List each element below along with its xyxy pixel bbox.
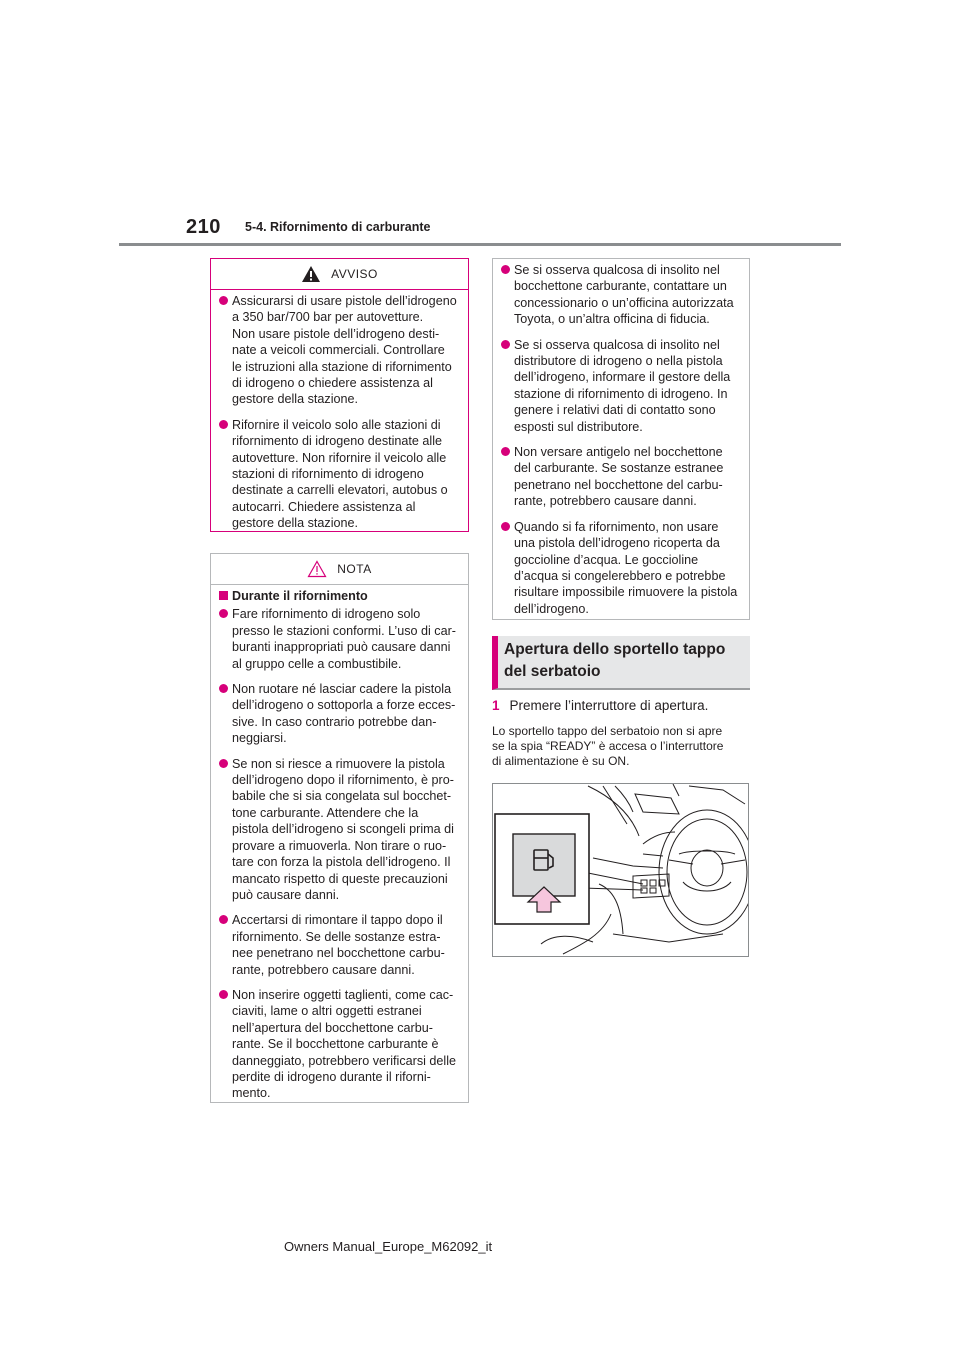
list-item: Non inserire oggetti taglienti, come cac- ciaviti, lame o altri oggetti estranei nell’apertura del bocchettone carbu- rante. Se il bocchettone carburante è danneggiato, potrebbero verificarsi delle perdite di idrogeno durante il riforni- mento. bbox=[219, 987, 458, 1102]
step-text: Premere l’interruttore di apertura. bbox=[509, 698, 709, 713]
caution-triangle-icon bbox=[307, 560, 327, 578]
warning-box-title: AVVISO bbox=[331, 266, 378, 281]
list-item: Accertarsi di rimontare il tappo dopo il rifornimento. Se delle sostanze estra- nee penetrano nel bocchettone carbu- rante, potrebbero causare danni. bbox=[219, 912, 458, 978]
bullet-icon bbox=[219, 684, 228, 693]
bullet-icon bbox=[219, 990, 228, 999]
step-number: 1 bbox=[492, 698, 500, 713]
bullet-icon bbox=[219, 420, 228, 429]
note-subheading: Durante il rifornimento bbox=[219, 588, 458, 604]
bullet-icon bbox=[501, 265, 510, 274]
section-title: 5-4. Rifornimento di carburante bbox=[245, 220, 431, 234]
list-item: Se non si riesce a rimuovere la pistola dell’idrogeno dopo il rifornimento, è pro- babile che si sia congelata sul bocchet- tone carburante. Attendere che la pistola dell’idrogeno si scongeli prima di provare a rimuoverla. Non tirare o ruo- tare con forza la pistola dell’idrogeno. Il mancato rispetto di queste precauzioni può causare danni. bbox=[219, 756, 458, 904]
note-box-header bbox=[211, 554, 468, 585]
bullet-icon bbox=[501, 340, 510, 349]
note-box-title: NOTA bbox=[337, 561, 372, 576]
page-number: 210 bbox=[186, 216, 221, 238]
square-bullet-icon bbox=[219, 591, 228, 600]
list-item: Se si osserva qualcosa di insolito nel bocchettone carburante, contattare un concessionario o un’officina autorizzata Toyota, o un’altra officina di fiducia. bbox=[501, 262, 739, 328]
note-box bbox=[210, 553, 469, 1103]
header-rule bbox=[119, 243, 841, 246]
bullet-icon bbox=[219, 759, 228, 768]
list-item: Non ruotare né lasciar cadere la pistola dell’idrogeno o sottoporla a forze ecces- sive. In caso contrario potrebbe dan- neggiarsi. bbox=[219, 681, 458, 747]
warning-box-header bbox=[211, 259, 468, 290]
footer-text: Owners Manual_Europe_M62092_it bbox=[284, 1239, 493, 1254]
warning-box bbox=[210, 258, 469, 532]
list-item: Quando si fa rifornimento, non usare una pistola dell’idrogeno ricoperta da goccioline d’acqua. Le goccioline d’acqua si congelerebbero e potrebbe risultare impossibile rimuovere la pistola dell’idrogeno. bbox=[501, 519, 739, 617]
bullet-icon bbox=[219, 296, 228, 305]
list-item: Rifornire il veicolo solo alle stazioni di rifornimento di idrogeno destinate alle autovetture. Non rifornire il veicolo alle stazioni di rifornimento di idrogeno destinate a carrelli elevatori, autobus o autocarri. Chiedere assistenza al gestore della stazione. bbox=[219, 417, 458, 532]
list-item: Non versare antigelo nel bocchettone del carburante. Se sostanze estranee penetrano nel bocchettone del carbu- rante, potrebbero causare danni. bbox=[501, 444, 739, 510]
bullet-icon bbox=[501, 522, 510, 531]
step-1 bbox=[492, 698, 708, 713]
fuel-door-illustration bbox=[492, 783, 749, 957]
bullet-icon bbox=[501, 447, 510, 456]
warning-triangle-icon bbox=[301, 265, 321, 283]
step-note: Lo sportello tappo del serbatoio non si apre se la spia “READY” è accesa o l’interruttore di alimentazione è su ON. bbox=[492, 724, 724, 768]
bullet-icon bbox=[219, 609, 228, 618]
list-item: Assicurarsi di usare pistole dell’idrogeno a 350 bar/700 bar per autovetture. Non usare pistole dell’idrogeno desti- nate a veicoli commerciali. Controllare le istruzioni alla stazione di rifornimento di idrogeno o chiedere assistenza al gestore della stazione. bbox=[219, 293, 458, 408]
dashboard-drawing bbox=[493, 784, 748, 956]
list-item: Fare rifornimento di idrogeno solo presso le stazioni conformi. L’uso di car- buranti inappropriati può causare danni al gruppo celle a combustibile. bbox=[219, 606, 458, 672]
continued-note-box bbox=[492, 258, 750, 620]
section-heading: Apertura dello sportello tappo del serbatoio bbox=[492, 636, 750, 690]
bullet-icon bbox=[219, 915, 228, 924]
list-item: Se si osserva qualcosa di insolito nel distributore di idrogeno o nella pistola dell’idrogeno, informare il gestore della stazione di rifornimento di idrogeno. In genere i relativi dati di contatto sono esposti sul distributore. bbox=[501, 337, 739, 435]
